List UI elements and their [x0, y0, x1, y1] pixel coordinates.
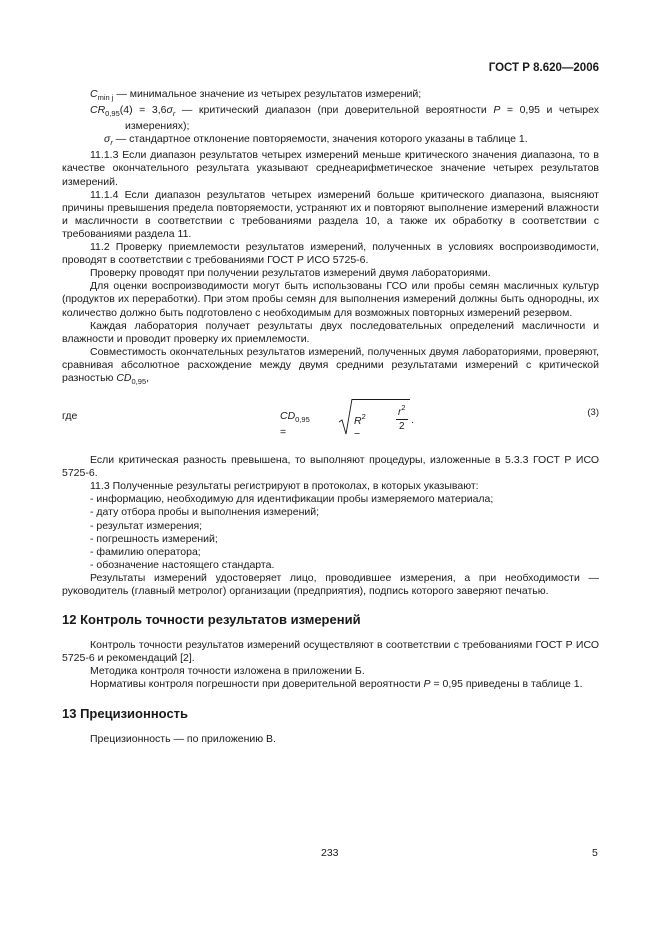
- para-11-2: 11.2 Проверку приемлемости результатов измерений, полученных в условиях воспроизводимости, проводят в соответствии с требованиями ГОСТ Р ИСО 5725-6.: [62, 241, 599, 267]
- section-12-title: 12 Контроль точности результатов измерений: [62, 612, 361, 628]
- formula-3: где $CD_{0,95}$ = $R^2$ − $\frac{r^2}{2}$ . (3): [62, 398, 599, 450]
- list-item: - фамилию оператора;: [90, 545, 201, 558]
- para-exceed: Если критическая разность превышена, то выполняют процедуры, изложенные в 5.3.3 ГОСТ Р ИСО 5725-6.: [62, 454, 599, 480]
- para-11-1-3: 11.1.3 Если диапазон результатов четырех измерений меньше критического значения диапазона, то в качестве окончательного результата указывают среднеарифметическое значение четырех результатов измерений.: [62, 149, 599, 188]
- formula-number: (3): [587, 407, 599, 419]
- para-11-1-4: 11.1.4 Если диапазон результатов четырех измерений больше критического диапазона, выясняют причины превышения предела повторяемости, устраняют их и повторяют выполнение измерений влажности и масличности в соответствии с требованиями раздела 10, а также их обработку в соответствии с требованиями раздела 11.: [62, 188, 599, 240]
- sec12-para-1: Контроль точности результатов измерений осуществляют в соответствии с требованиями ГОСТ Р ИСО 5725-6 и рекомендаций [2].: [62, 639, 599, 665]
- list-item: - результат измерения;: [90, 519, 203, 532]
- list-item: - информацию, необходимую для идентификации пробы измеряемого материала;: [90, 493, 494, 506]
- list-item: - дату отбора пробы и выполнения измерений;: [90, 506, 320, 519]
- list-item: - погрешность измерений;: [90, 532, 218, 545]
- section-13-title: 13 Прецизионность: [62, 705, 189, 721]
- para-11-3: 11.3 Полученные результаты регистрируют в протоколах, в которых указывают:: [90, 480, 479, 493]
- def-cr: $CR_{0,95}(4) = 3,6\sigma_r$ — критический диапазон (при доверительной вероятности P = 0,95 и четырех измерениях);: [90, 104, 599, 133]
- formula-where: где: [62, 410, 78, 423]
- sqrt-bar: [352, 399, 410, 400]
- sec12-para-3: Нормативы контроля погрешности при доверительной вероятности P = 0,95 приведены в таблице 1.: [90, 678, 583, 691]
- content-body: [62, 88, 599, 746]
- para-gso: Для оценки воспроизводимости могут быть использованы ГСО или пробы семян масличных культур (продуктов их переработки). При этом пробы семян для выполнения измерений должны быть однородны, их количество должно быть подготовлено с необходимым для возможных повторных измерений резервом.: [62, 280, 599, 319]
- sqrt-sign-icon: [338, 398, 354, 438]
- para-each-lab: Каждая лаборатория получает результаты двух последовательных определений масличности и влажности и проводит проверку их приемлемости.: [62, 319, 599, 345]
- formula-fraction: $\frac{r^2}{2}$: [398, 403, 406, 433]
- list-item: - обозначение настоящего стандарта.: [90, 558, 275, 571]
- def-sigma: $\sigma_r$ — стандартное отклонение повторяемости, значения которого указаны в таблице 1.: [104, 133, 528, 148]
- page-number-center: 233: [321, 847, 339, 859]
- doc-header: ГОСТ Р 8.620—2006: [488, 62, 599, 74]
- para-signed: Результаты измерений удостоверяет лицо, проводившее измерения, а при необходимости — руководитель (главный метролог) организации (предприятия), подпись которого заверяют печатью.: [62, 571, 599, 597]
- para-check: Проверку проводят при получении результатов измерений двумя лабораториями.: [90, 267, 491, 280]
- page-number-right: 5: [592, 847, 598, 859]
- sec13-para-1: Прецизионность — по приложению В.: [90, 732, 276, 745]
- protocol-list: [62, 493, 599, 572]
- sec12-para-2: Методика контроля точности изложена в приложении Б.: [90, 665, 365, 678]
- def-cmin: $C_{min j}$ — минимальное значение из четырех результатов измерений;: [90, 88, 422, 102]
- para-compat: Совместимость окончательных результатов измерений, полученных двумя лабораториями, проверяют, сравнивая абсолютное расхождение между двумя средними результатами измерений с критической разностью $CD_{0,95}$,: [62, 345, 599, 386]
